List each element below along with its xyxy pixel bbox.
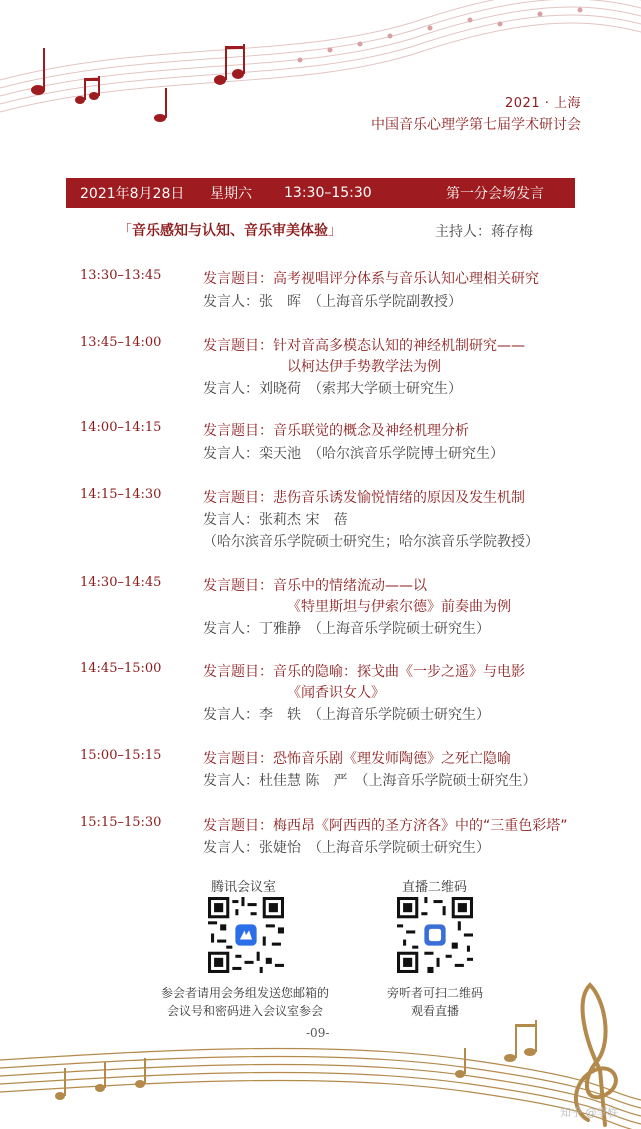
session-weekday: 星期六 xyxy=(210,186,252,202)
talk-speaker: 发言人：杜佳慧 陈 严 （上海音乐学院硕士研究生） xyxy=(203,773,537,789)
talk-speaker: 发言人：张 晖 （上海音乐学院副教授） xyxy=(203,294,462,310)
talk-speaker: 发言人：刘晓荷 （索邦大学硕士研究生） xyxy=(203,381,462,397)
talk-title: 发言题目：恐怖音乐剧《理发师陶德》之死亡隐喻 xyxy=(203,751,511,767)
tencent-meeting-label: 腾讯会议室 xyxy=(211,880,277,895)
conference-year-city: 2021 · 上海 xyxy=(505,96,581,111)
talk-time: 14:00–14:15 xyxy=(80,420,162,435)
talk-title: 发言题目：悲伤音乐诱发愉悦情绪的原因及发生机制 xyxy=(203,490,525,506)
session-banner xyxy=(66,178,575,208)
session-time: 13:30–15:30 xyxy=(284,185,372,201)
livestream-note-line: 旁听者可扫二维码 xyxy=(386,986,483,1000)
talk-speaker: 发言人：栾天池 （哈尔滨音乐学院博士研究生） xyxy=(203,446,504,462)
talk-title: 发言题目：针对音高多模态认知的神经机制研究—— xyxy=(203,338,525,354)
talk-time: 15:00–15:15 xyxy=(80,748,162,763)
talk-title-cont: 《闻香识女人》 xyxy=(287,685,385,701)
page-number: -09- xyxy=(306,1026,330,1040)
talk-speaker: 发言人：丁雅静 （上海音乐学院硕士研究生） xyxy=(203,621,490,637)
talk-title-cont: 以柯达伊手势教学法为例 xyxy=(287,359,441,375)
talk-time: 14:30–14:45 xyxy=(80,575,162,590)
talk-speaker: 发言人：李 轶 （上海音乐学院硕士研究生） xyxy=(203,707,490,723)
section-title xyxy=(118,220,342,240)
livestream-note-line: 观看直播 xyxy=(410,1004,459,1018)
section-host: 主持人：蒋存梅 xyxy=(435,224,533,240)
conference-name: 中国音乐心理学第七届学术研讨会 xyxy=(371,117,581,133)
section-title-text: 音乐感知与认知、音乐审美体验 xyxy=(132,223,328,239)
talk-time: 15:15–15:30 xyxy=(80,815,162,830)
talk-title: 发言题目：音乐的隐喻：探戈曲《一步之遥》与电影 xyxy=(203,664,525,680)
talk-title: 发言题目：音乐联觉的概念及神经机理分析 xyxy=(203,423,469,439)
music-note-icon xyxy=(31,85,45,95)
tencent-meeting-note-line: 参会者请用会务组发送您邮箱的 xyxy=(160,986,329,1000)
talk-title: 发言题目：音乐中的情绪流动——以 xyxy=(203,578,427,594)
watermark: 知乎 @李轶 xyxy=(560,1106,619,1119)
talk-time: 14:45–15:00 xyxy=(80,661,162,676)
talk-time: 14:15–14:30 xyxy=(80,487,162,502)
talk-affiliation: （哈尔滨音乐学院硕士研究生；哈尔滨音乐学院教授） xyxy=(203,534,539,550)
session-date: 2021年8月28日 xyxy=(80,186,185,202)
tencent-meeting-note-line: 会议号和密码进入会议室参会 xyxy=(166,1004,323,1018)
bracket-close-icon: 」 xyxy=(328,223,342,239)
session-venue: 第一分会场发言 xyxy=(446,186,544,202)
talk-speaker: 发言人：张婕怡 （上海音乐学院硕士研究生） xyxy=(203,840,490,856)
talk-speaker: 发言人：张莉杰 宋 蓓 xyxy=(203,512,348,528)
talk-time: 13:45–14:00 xyxy=(80,335,162,350)
talk-title: 发言题目：高考视唱评分体系与音乐认知心理相关研究 xyxy=(203,271,539,287)
talk-title-cont: 《特里斯坦与伊索尔德》前奏曲为例 xyxy=(287,599,511,615)
livestream-qr-label: 直播二维码 xyxy=(402,880,468,895)
talk-time: 13:30–13:45 xyxy=(80,268,162,283)
bracket-open-icon: 「 xyxy=(118,223,132,239)
music-staff-decoration-bottom xyxy=(0,960,641,1129)
talk-title: 发言题目：梅西昂《阿西西的圣方济各》中的“三重色彩塔” xyxy=(203,818,568,834)
